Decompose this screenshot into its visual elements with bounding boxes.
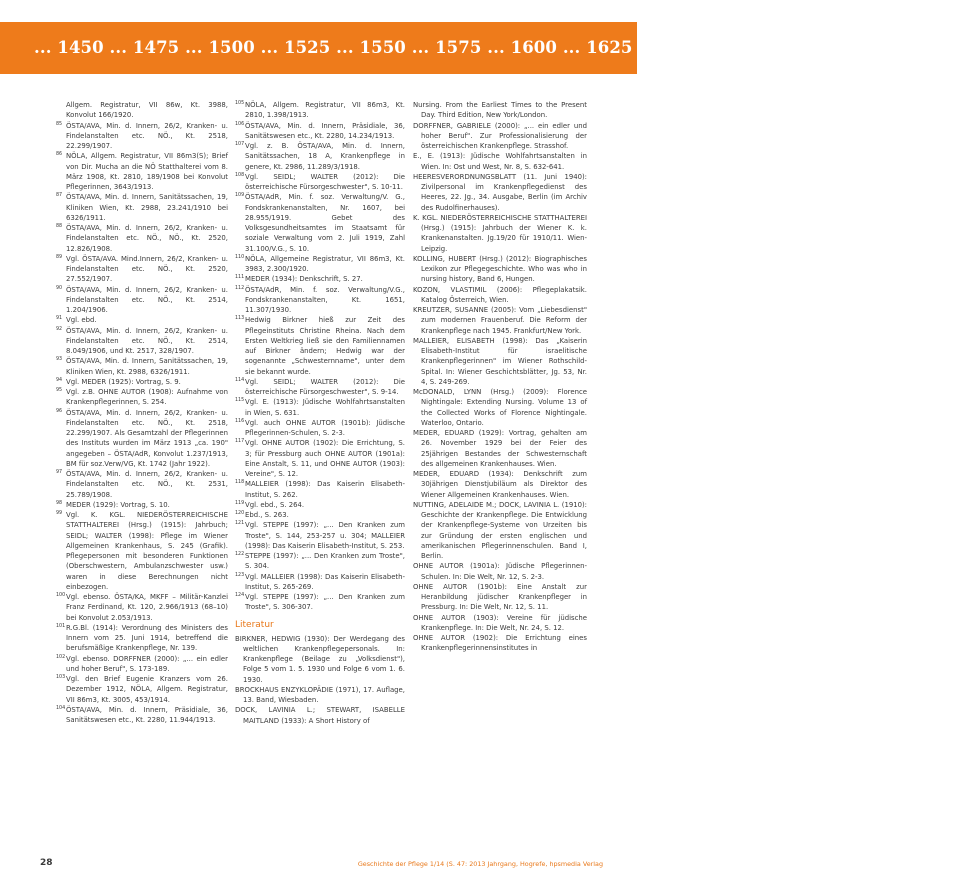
bibliography-entry: K. KGL. NIEDERÖSTERREICHISCHE STATTHALTEREI (Hrsg.) (1915): Jahrbuch der Wiener K. k. Krankenanstalten. Jg.19/20 für 1910/11. Wien-Leipzig.: [413, 213, 587, 253]
footnote: [235, 592, 405, 613]
footnote-number: 86: [56, 152, 63, 158]
footnote: [235, 510, 405, 520]
footnote-text: Vgl. z.B. OHNE AUTOR (1908): Aufnahme von Krankenpflegerinnen, S. 254.: [66, 388, 228, 407]
footnote-number: 113: [235, 316, 245, 322]
footnote-text: R.G.Bl. (1914): Verordnung des Ministers des Innern vom 25. Juni 1914, betreffend die berufsmäßige Krankenpflege, Nr. 139.: [66, 623, 228, 653]
bibliography-entry: HEERESVERORDNUNGSBLATT (11. Juni 1940): Zivilpersonal im Krankenpflegedienst des Heeres, 22. Jg., 34. Ausgabe, Berlin (im Archiv des Rudolfinerhauses).: [413, 172, 587, 212]
footnote: [235, 572, 405, 593]
bibliography-entry: DORFFNER, GABRIELE (2000): „... ein edler und hoher Beruf". Zur Professionalisierung der österreichischen Krankenpflege. Strasshof.: [413, 121, 587, 150]
bibliography-entry: NUTTING, ADELAIDE M.; DOCK, LAVINIA L. (1910): Geschichte der Krankenpflege. Die Entwicklung der Krankenpflege-Systeme von Urzeiten bis zur Gründung der ersten englischen und amerikanischen Pflegerinnenschulen. Band I, Berlin.: [413, 500, 587, 560]
journal-source-line: Geschichte der Pflege 1/14 (S. 47: 2013 Jahrgang, Hogrefe, hpsmedia Verlag: [357, 860, 603, 868]
footnote-number: 114: [235, 377, 245, 383]
footnote: [235, 315, 405, 377]
footnote-number: 119: [235, 500, 245, 506]
footnote-text: NÖLA, Allgem. Registratur, VII 86m3(S); Brief von Dir. Mucha an die NÖ Statthalterei vom 8. März 1908, Kt. 2810, 189/1908 bei Konvolut Pflegerinnen, 3643/1913.: [66, 152, 228, 191]
footnote-text: Vgl. SEIDL; WALTER (2012): Die österreichische Fürsorgeschwester", S. 9-14.: [245, 377, 405, 396]
footnote-text: Vgl. ebd.: [66, 316, 97, 325]
footnote-text: Vgl. ebd., S. 264.: [245, 500, 305, 509]
footnote: [40, 223, 228, 254]
timeline-banner: [0, 22, 958, 74]
footnote-text: Vgl. MALLEIER (1998): Das Kaiserin Elisabeth-Institut, S. 265-269.: [245, 572, 405, 591]
bibliography-entry: E., E. (1913): Jüdische Wohlfahrtsanstalten in Wien. In: Ost und West, Nr. 8, S. 632-641.: [413, 152, 587, 171]
bibliography-entry: BIRKNER, HEDWIG (1930): Der Werdegang des weltlichen Krankenpflegepersonals. In: Krankenpflege (Beilage zu „Volksdienst"), Folge 5 vom 1. 5. 1930 und Folge 6 vom 1. 6. 1930.: [235, 634, 405, 684]
footnote-number: 85: [56, 121, 63, 127]
footnote-text: Ebd., S. 263.: [245, 511, 289, 519]
footnote-number: 104: [56, 705, 66, 711]
footnote-number: 121: [235, 521, 245, 527]
footnote-number: 103: [56, 675, 66, 680]
footnote-number: 102: [56, 654, 66, 660]
footnote-text: Vgl. SEIDL; WALTER (2012): Die österreichische Fürsorgeschwester", S. 10-11.: [245, 172, 405, 191]
footnote-number: 110: [235, 254, 245, 260]
footnote-number: 100: [56, 593, 66, 598]
page-number: 28: [40, 858, 53, 868]
footnote-text: Vgl. den Brief Eugenie Kranzers vom 26. Dezember 1912, NÖLA, Allgem. Registratur, VII 86m3, Kt. 3005, 453/1914.: [66, 675, 228, 704]
footnotes-column-1: [40, 100, 228, 725]
footnote-text: MALLEIER (1998): Das Kaiserin Elisabeth-Institut, S. 262.: [245, 480, 405, 499]
bibliography-entry: MALLEIER, ELISABETH (1998): Das „Kaiserin Elisabeth-Institut für israelitische Krankenpflegerinnen" im Wiener Rothschild-Spital. In: Wiener Geschichtsblätter, Jg. 53, Nr. 4, S. 249-269.: [413, 336, 587, 386]
bibliography-entry: OHNE AUTOR (1901a): Jüdische Pflegerinnen-Schulen. In: Die Welt, Nr. 12, S. 2-3.: [413, 562, 587, 581]
footnote-text: ÖSTA/AVA, Min. d. Innern, Sanitätssachen, 19, Kliniken Wien, Kt. 2988, 6326/1911.: [66, 357, 228, 376]
footnote: [40, 674, 228, 705]
footnote: [40, 469, 228, 500]
footnote: [40, 285, 228, 316]
footnote-text: MEDER (1934): Denkschrift, S. 27.: [245, 275, 363, 284]
footnote-number: 90: [56, 285, 63, 291]
footnote-number: 112: [235, 285, 245, 291]
footnote-number: 116: [235, 418, 245, 424]
footnote-text: ÖSTA/AdR, Min. f. soz. Verwaltung/V.G., Fondskrankenanstalten, Kt. 1651, 11.307/1930.: [245, 285, 405, 314]
bibliography-entry: MEDER, EDUARD (1929): Vortrag, gehalten am 26. November 1929 bei der Feier des 25jährigen Bestandes der Schwesternschaft des allgemeinen Krankenhauses. Wien.: [413, 429, 587, 468]
literature-heading: Literatur: [235, 619, 274, 630]
footnote-text: Vgl. z. B. ÖSTA/AVA, Min. d. Innern, Sanitätssachen, 18 A, Krankenpflege in genere, Kt. 2986, 11.289/3/1918.: [245, 142, 405, 171]
footnote-text: STEPPE (1997): „... Den Kranken zum Troste", S. 304.: [245, 552, 405, 571]
footnote: [40, 654, 228, 675]
footnote: [40, 100, 228, 121]
footnote-number: 105: [235, 101, 245, 106]
footnote-text: Vgl. STEPPE (1997): „... Den Kranken zum Troste", S. 306-307.: [245, 593, 405, 612]
footnote: [235, 274, 405, 284]
footnote-number: 94: [56, 377, 63, 383]
bibliography-entry: KOLLING, HUBERT (Hrsg.) (2012): Biographisches Lexikon zur Pflegegeschichte. Who was who in nursing history, Band 6, Hungen.: [413, 254, 587, 284]
footnote: [40, 121, 228, 152]
footnote-number: 111: [235, 275, 245, 281]
footnote: [40, 192, 228, 223]
footnote-number: 97: [56, 470, 63, 475]
footnote-number: 91: [56, 316, 63, 322]
footnote-text: ÖSTA/AVA, Min. d. Innern, Präsidiale, 36, Sanitätswesen etc., Kt. 2280, 11.944/1913.: [66, 705, 228, 724]
footnote-text: ÖSTA/AVA, Min. d. Innern, Präsidiale, 36, Sanitätswesen etc., Kt. 2280, 14.234/1913.: [245, 121, 405, 140]
footnote-text: Vgl. ÖSTA/AVA. Mind.Innern, 26/2, Kranken- u. Findelanstalten etc. NÖ., Kt. 2520, 27.552/1907.: [66, 254, 228, 284]
footnote: [235, 192, 405, 254]
footnote-text: Vgl. ebenso. ÖSTA/KA, MKFF – Militär-Kanzlei Franz Ferdinand, Kt. 120, 2.966/1913 (68–10) bei Konvolut 2.053/1913.: [66, 593, 228, 622]
footnote-text: ÖSTA/AVA, Min. d. Innern, 26/2, Kranken- u. Findelanstalten etc. NÖ., Kt. 2518, 22.299/1907.: [66, 121, 228, 150]
bibliography-entry: KOZON, VLASTIMIL (2006): Pflegeplakatsik. Katalog Österreich, Wien.: [413, 285, 587, 304]
bibliography-entry: BROCKHAUS ENZYKLOPÄDIE (1971), 17. Auflage, 13. Band, Wiesbaden.: [235, 685, 405, 704]
footnote: [40, 408, 228, 470]
footnote: [235, 254, 405, 275]
footnote-number: 117: [235, 439, 245, 445]
footnote: [40, 500, 228, 510]
footnote-number: 122: [235, 552, 245, 557]
footnote: [235, 500, 405, 510]
footnote: [40, 254, 228, 285]
footnote: [40, 592, 228, 623]
footnote: [235, 438, 405, 479]
footnote-text: Vgl. auch OHNE AUTOR (1901b): Jüdische Pflegerinnen-Schulen, S. 2-3.: [245, 418, 405, 437]
timeline-banner-text: ... 1450 ... 1475 ... 1500 ... 1525 ... 1550 ... 1575 ... 1600 ... 1625 ... 1650 ... 1675 ... 1700 ... 1725 ...: [34, 38, 958, 57]
footnote: [235, 121, 405, 142]
footnote-number: 106: [235, 121, 245, 127]
footnote-number: 89: [56, 254, 63, 260]
footnote-text: ÖSTA/AVA, Min. d. Innern, 26/2, Kranken- u. Findelanstalten etc. NÖ., Kt. 2514, 1.204/1906.: [66, 285, 228, 314]
footnote-number: 99: [56, 511, 63, 516]
footnote: [235, 551, 405, 572]
footnote-number: 92: [56, 326, 63, 332]
footnote-text: ÖSTA/AdR, Min. f. soz. Verwaltung/V. G., Fondskrankenanstalten, Nr. 1607, bei 28.955/1919. Gebet des Volksgesundheitsamtes im Staatsamt für soziale Verwaltung vom 2. Juli 1919, Zahl 31.100/V.G., S. 10.: [245, 193, 405, 253]
footnote: [40, 387, 228, 408]
footnote-number: 107: [235, 142, 245, 147]
footnote-text: ÖSTA/AVA, Min. d. Innern, 26/2, Kranken- u. Findelanstalten etc. NÖ., Kt. 2514, 8.049/1906, und Kt. 2517, 328/1907.: [66, 326, 228, 355]
footnote-text: Vgl. OHNE AUTOR (1902): Die Errichtung, S. 3; für Pressburg auch OHNE AUTOR (1901a): Eine Anstalt, S. 11, und OHNE AUTOR (1903): Vereine", S. 12.: [245, 439, 405, 478]
footnote-number: 96: [56, 408, 63, 414]
footnote-text: Vgl. MEDER (1925): Vortrag, S. 9.: [66, 377, 181, 386]
footnote: [40, 356, 228, 377]
footnote-text: NÖLA, Allgemeine Registratur, VII 86m3, Kt. 3983, 2.300/1920.: [245, 254, 405, 273]
footnotes-column-2: [235, 100, 405, 726]
footnote: [235, 397, 405, 418]
bibliography-entry: MEDER, EDUARD (1934): Denkschrift zum 30jährigen Dienstjubiläum als Direktor des Wiener Allgemeinen Krankenhauses. Wien.: [413, 470, 587, 499]
footnote: [40, 326, 228, 357]
footnote-text: Vgl. K. KGL. NIEDERÖSTERREICHISCHE STATTHALTEREI (Hrsg.) (1915): Jahrbuch; SEIDL; WALTER (1998): Pflege im Wiener Allgemeinen Krankenhaus, S. 245 (Grafik). Pflegepersonen mit besonderen Funktionen (Oberschwestern, Ambulanzschwester usw.) waren in diese Berechnungen nicht einbezogen.: [66, 511, 228, 591]
bibliography-entry: McDONALD, LYNN (Hrsg.) (2009): Florence Nightingale: Extending Nursing. Volume 13 of the Collected Works of Florence Nightingale. Waterloo, Ontario.: [413, 388, 587, 427]
footnote: [235, 418, 405, 439]
literature-column-3: [413, 100, 587, 654]
footnote: [40, 623, 228, 654]
footnote-number: 98: [56, 500, 63, 506]
footnote-text: Vgl. E. (1913): Jüdische Wohlfahrtsanstalten in Wien, S. 631.: [245, 398, 405, 417]
bibliography-entry: OHNE AUTOR (1901b): Eine Anstalt zur Heranbildung jüdischer Krankenpfleger in Pressburg. In: Die Welt, Nr. 12, S. 11.: [413, 582, 587, 612]
footnote-number: 95: [56, 388, 63, 393]
footnote: [40, 510, 228, 592]
footnote: [235, 520, 405, 551]
footnote: [235, 100, 405, 121]
footnote-number: 109: [235, 193, 245, 199]
footnote-number: 118: [235, 480, 245, 486]
footnote: [40, 315, 228, 325]
footnote-text: MEDER (1929): Vortrag, S. 10.: [66, 500, 170, 509]
footnote-number: 88: [56, 224, 63, 229]
footnote: [40, 377, 228, 387]
footnote-text: ÖSTA/AVA, Min. d. Innern, 26/2, Kranken- u. Findelanstalten etc. NÖ., Kt. 2518, 22.299/1907. Als Gesamtzahl der Pflegerinnen des Instituts wurden im März 1913 „ca. 190" angegeben – ÖSTA/AdR, Konvolut 1.237/1913, BM für soz.Verw/VG, Kt. 1742 (Jahr 1922).: [66, 408, 228, 468]
footnote-number: 101: [56, 623, 66, 629]
bibliography-entry: OHNE AUTOR (1902): Die Errichtung eines Krankenpflegerinnensinstitutes in: [413, 634, 587, 653]
footnote-text: ÖSTA/AVA, Min. d. Innern, 26/2, Kranken- u. Findelanstalten etc. NÖ., NÖ., Kt. 2520, 12.826/1908.: [66, 224, 228, 253]
footnote-number: 124: [235, 593, 245, 598]
footnote-number: 108: [235, 172, 245, 178]
footnote-number: 93: [56, 357, 63, 363]
bibliography-entry: DOCK, LAVINIA L.; STEWART, ISABELLE MAITLAND (1933): A Short History of: [235, 706, 405, 725]
footnote: [40, 151, 228, 192]
footnote-text: Hedwig Birkner hieß zur Zeit des Pflegeinstituts Christine Rheina. Nach dem Ersten Weltkrieg ließ sie den Familiennamen auf Birkner ändern; Hedwig war der sogenannte „Schwesternname", unter dem sie bekannt wurde.: [245, 316, 405, 376]
footnote: [235, 479, 405, 500]
footnote: [235, 377, 405, 398]
footnote-text: ÖSTA/AVA, Min. d. Innern, Sanitätssachen, 19, Kliniken Wien, Kt. 2988, 23.241/1910 bei 6326/1911.: [66, 193, 228, 222]
footnote-text: Vgl. STEPPE (1997): „... Den Kranken zum Troste", S. 144, 253-257 u. 304; MALLEIER (1998): Das Kaiserin Elisabeth-Institut, S. 253.: [245, 521, 405, 550]
bibliography-entry: KREUTZER, SUSANNE (2005): Vom „Liebesdienst" zum modernen Frauenberuf. Die Reform der Krankenpflege nach 1945. Frankfurt/New York.: [413, 306, 587, 335]
bibliography-entry: Nursing. From the Earliest Times to the Present Day. Third Edition, New York/London.: [413, 101, 587, 120]
footnote-number: 123: [235, 572, 245, 578]
bibliography-entry: OHNE AUTOR (1903): Vereine für jüdische Krankenpflege. In: Die Welt, Nr. 24, S. 12.: [413, 613, 587, 632]
footnote-text: Allgem. Registratur, VII 86w, Kt. 3988, Konvolut 166/1920.: [66, 101, 228, 120]
footnote-number: 115: [235, 398, 245, 404]
footnote: [235, 141, 405, 172]
footnote: [235, 285, 405, 316]
footnote-number: 87: [56, 193, 63, 199]
footnote-text: Vgl. ebenso. DORFFNER (2000): „... ein edler und hoher Beruf", S. 173-189.: [66, 654, 228, 673]
footnote-text: ÖSTA/AVA, Min. d. Innern, 26/2, Kranken- u. Findelanstalten etc. NÖ., Kt. 2531, 25.789/1908.: [66, 470, 228, 499]
footnote: [40, 705, 228, 726]
footnote-text: NÖLA, Allgem. Registratur, VII 86m3, Kt. 2810, 1.398/1913.: [245, 101, 405, 120]
footnote-number: 120: [235, 511, 245, 516]
footnote: [235, 172, 405, 193]
